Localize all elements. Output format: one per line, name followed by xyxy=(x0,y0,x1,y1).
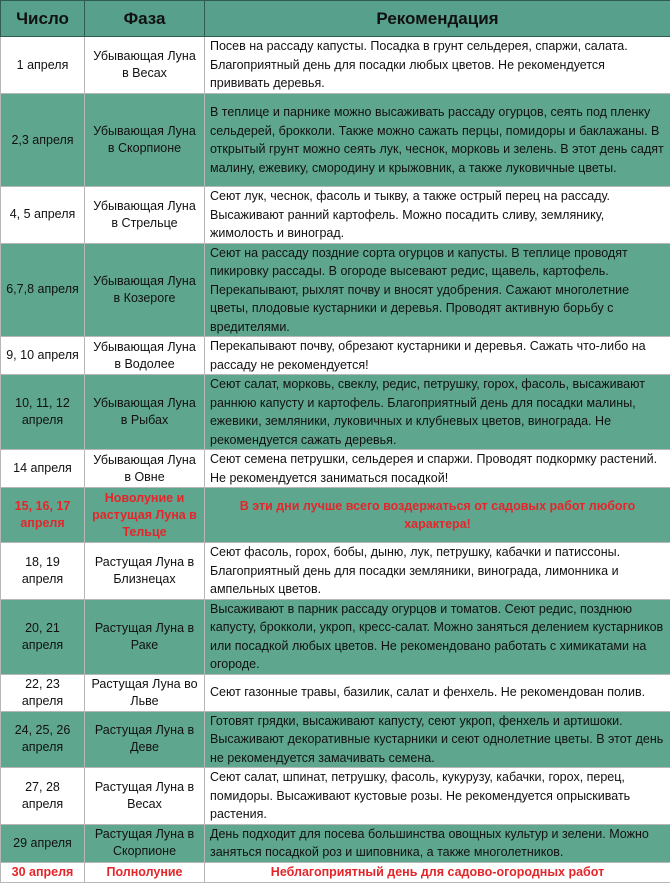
row-date: 1 апреля xyxy=(1,37,85,94)
table-row xyxy=(1,543,670,600)
row-date: 27, 28 апреля xyxy=(1,768,85,825)
table-row xyxy=(1,450,670,488)
row-phase: Растущая Луна в Скорпионе xyxy=(85,824,205,862)
row-date: 30 апреля xyxy=(1,862,85,882)
row-phase: Новолуние и растущая Луна в Тельце xyxy=(85,488,205,543)
row-phase: Убывающая Луна в Скорпионе xyxy=(85,94,205,187)
table-row xyxy=(1,599,670,674)
row-recommendation: Сеют на рассаду поздние сорта огурцов и капусты. В теплице проводят пикировку рассады. В огороде высевают редис, щавель, картофель. Перекапывают, рыхлят почву и вносят удобрения. Сажают многолетние цветы, плодовые кустарники и деревья. Проводят активную борьбу с вредителями. xyxy=(205,243,670,337)
row-date: 29 апреля xyxy=(1,824,85,862)
row-recommendation: В теплице и парнике можно высаживать рассаду огурцов, сеять под пленку сельдерей, брокколи. Также можно сажать перцы, помидоры и баклажаны. В открытый грунт можно сеять лук, чеснок, морковь и зелень. В этот день садят малину, ежевику, смородину и крыжовник, а также луковичные цветы. xyxy=(205,94,670,187)
row-date: 14 апреля xyxy=(1,450,85,488)
table-row xyxy=(1,711,670,768)
row-recommendation: Сеют салат, морковь, свеклу, редис, петрушку, горох, фасоль, высаживают раннюю капусту и картофель. Благоприятный день для посадки малины, ежевики, земляники, луковичных и клубневых цветов, винограда. Не рекомендуется сажать деревья. xyxy=(205,375,670,450)
row-date: 22, 23 апреля xyxy=(1,674,85,711)
table-row xyxy=(1,375,670,450)
row-date: 15, 16, 17 апреля xyxy=(1,488,85,543)
row-phase: Убывающая Луна в Козероге xyxy=(85,243,205,337)
header-phase: Фаза xyxy=(85,1,205,37)
row-recommendation: Сеют лук, чеснок, фасоль и тыкву, а также острый перец на рассаду. Высаживают ранний картофель. Можно посадить сливу, землянику, жимолость и виноград. xyxy=(205,187,670,244)
row-date: 4, 5 апреля xyxy=(1,187,85,244)
row-recommendation: День подходит для посева большинства овощных культур и зелени. Можно заняться посадкой роз и шиповника, а также многолетников. xyxy=(205,824,670,862)
row-recommendation: Высаживают в парник рассаду огурцов и томатов. Сеют редис, позднюю капусту, брокколи, укроп, кресс-салат. Можно заняться делением кустарников или посадкой любых цветов. Не рекомендовано работать с химикатами на огороде. xyxy=(205,599,670,674)
row-phase: Полнолуние xyxy=(85,862,205,882)
table-row xyxy=(1,187,670,244)
header-recommendation: Рекомендация xyxy=(205,1,670,37)
table-row xyxy=(1,243,670,337)
row-phase: Убывающая Луна в Овне xyxy=(85,450,205,488)
table-row xyxy=(1,824,670,862)
table-row xyxy=(1,768,670,825)
row-date: 24, 25, 26 апреля xyxy=(1,711,85,768)
row-date: 6,7,8 апреля xyxy=(1,243,85,337)
row-date: 2,3 апреля xyxy=(1,94,85,187)
row-recommendation: Неблагоприятный день для садово-огородных работ xyxy=(205,862,670,882)
row-recommendation: Сеют салат, шпинат, петрушку, фасоль, кукурузу, кабачки, горох, перец, помидоры. Высаживают кустовые розы. Не рекомендуется опрыскивать растения. xyxy=(205,768,670,825)
row-phase: Убывающая Луна в Рыбах xyxy=(85,375,205,450)
row-recommendation: Посев на рассаду капусты. Посадка в грунт сельдерея, спаржи, салата. Благоприятный день для посадки любых цветов. Не рекомендуется прививать деревья. xyxy=(205,37,670,94)
table-row xyxy=(1,37,670,94)
row-recommendation: Сеют газонные травы, базилик, салат и фенхель. Не рекомендован полив. xyxy=(205,674,670,711)
table-row xyxy=(1,94,670,187)
row-recommendation: Сеют фасоль, горох, бобы, дыню, лук, петрушку, кабачки и патиссоны. Благоприятный день для посадки земляники, винограда, лимонника и ампельных цветов. xyxy=(205,543,670,600)
row-date: 10, 11, 12 апреля xyxy=(1,375,85,450)
row-phase: Растущая Луна в Деве xyxy=(85,711,205,768)
row-phase: Растущая Луна во Льве xyxy=(85,674,205,711)
row-phase: Растущая Луна в Близнецах xyxy=(85,543,205,600)
row-phase: Убывающая Луна в Стрельце xyxy=(85,187,205,244)
table-row xyxy=(1,488,670,543)
row-phase: Убывающая Луна в Водолее xyxy=(85,337,205,375)
row-recommendation: В эти дни лучше всего воздержаться от садовых работ любого характера! xyxy=(205,488,670,543)
header-date: Число xyxy=(1,1,85,37)
row-phase: Растущая Луна в Весах xyxy=(85,768,205,825)
row-recommendation: Сеют семена петрушки, сельдерея и спаржи. Проводят подкормку растений. Не рекомендуется заниматься посадкой! xyxy=(205,450,670,488)
row-date: 18, 19 апреля xyxy=(1,543,85,600)
row-date: 20, 21 апреля xyxy=(1,599,85,674)
table-row xyxy=(1,337,670,375)
table-row xyxy=(1,674,670,711)
header-row xyxy=(1,1,670,37)
row-phase: Убывающая Луна в Весах xyxy=(85,37,205,94)
row-recommendation: Перекапывают почву, обрезают кустарники и деревья. Сажать что-либо на рассаду не рекомендуется! xyxy=(205,337,670,375)
row-recommendation: Готовят грядки, высаживают капусту, сеют укроп, фенхель и артишоки. Высаживают декоративные кустарники и сеют однолетние цветы. В этот день не рекомендуется замачивать семена. xyxy=(205,711,670,768)
table-row xyxy=(1,862,670,882)
row-date: 9, 10 апреля xyxy=(1,337,85,375)
row-phase: Растущая Луна в Раке xyxy=(85,599,205,674)
